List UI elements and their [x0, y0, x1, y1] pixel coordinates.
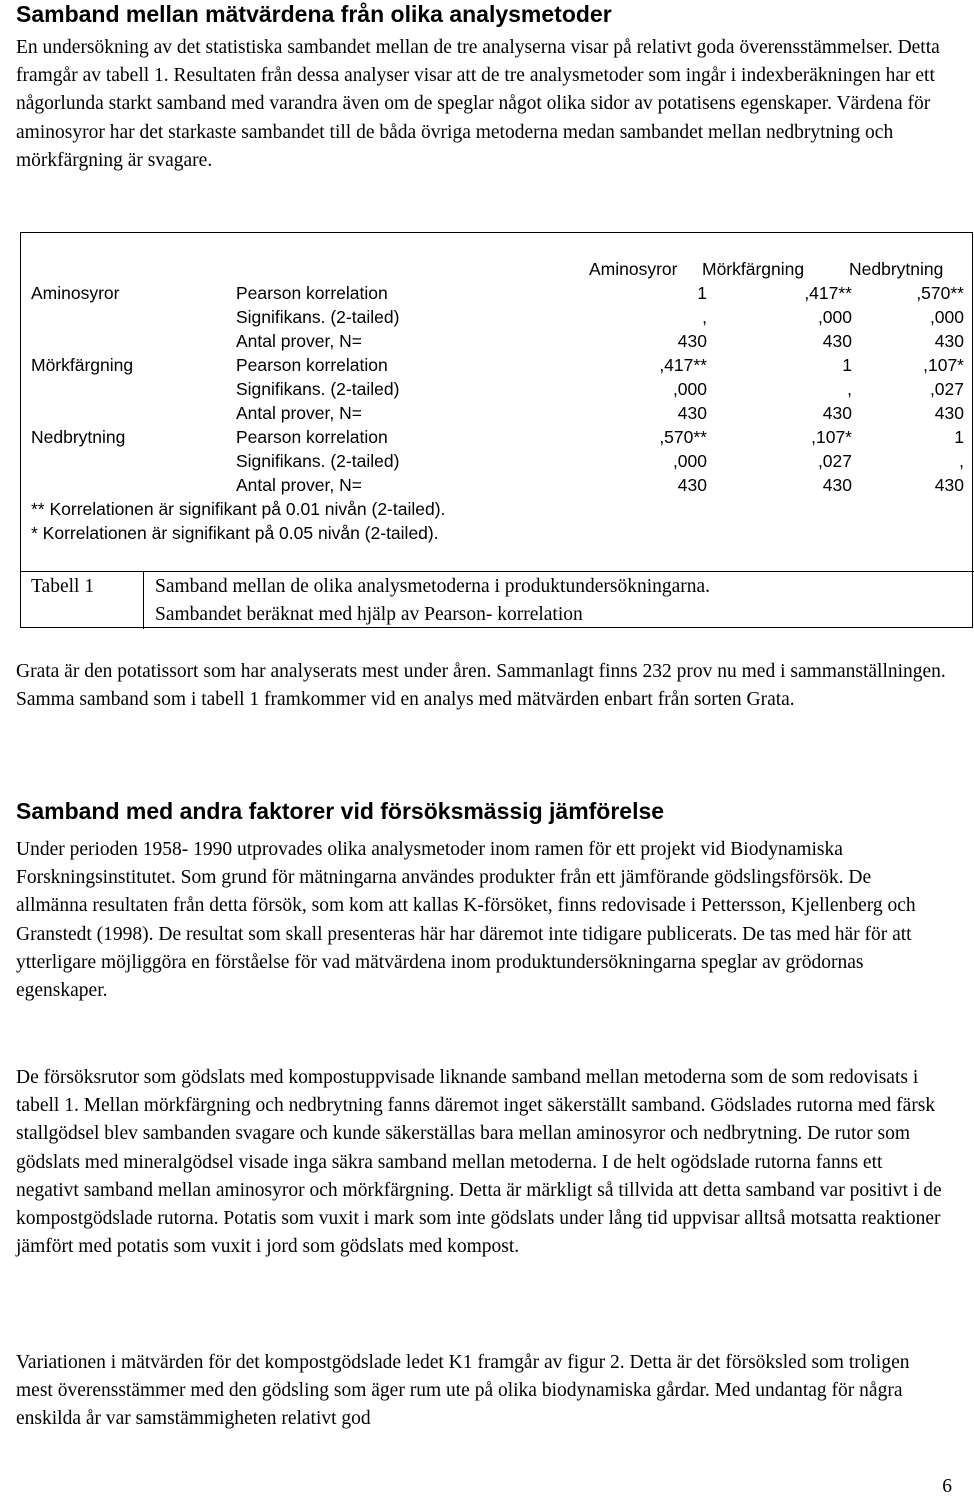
cell-nedbrytning: 430 [934, 475, 964, 495]
table-row [21, 329, 974, 353]
row-statistic: Signifikans. (2-tailed) [236, 379, 400, 399]
table-caption [155, 573, 955, 629]
row-statistic: Signifikans. (2-tailed) [236, 451, 400, 471]
table-row [21, 449, 974, 473]
table-header-row [21, 257, 974, 281]
intro-paragraph: En undersökning av det statistiska sambandet mellan de tre analyserna visar på relativt goda överensstämmelser. Detta framgår av tabell 1. Resultaten från dessa analyser visar att de tre analysmetoder som ingår i indexberäkningen har ett någorlunda starkt samband med varandra även om de speglar något olika sidor av potatisens egenskaper. Värdena för aminosyror har det starkaste sambandet till de båda övriga metoderna medan sambandet mellan nedbrytning och mörkfärgning är svagare. [16, 37, 940, 171]
cell-morkfargning: , [847, 379, 852, 399]
footnote-text: * Korrelationen är signifikant på 0.05 nivån (2-tailed). [31, 523, 439, 543]
cell-nedbrytning: ,027 [929, 379, 964, 399]
table-row [21, 281, 974, 305]
table-row [21, 305, 974, 329]
col-header-morkfargning: Mörkfärgning [702, 259, 805, 279]
row-statistic: Pearson korrelation [236, 283, 388, 303]
cell-morkfargning: ,417** [804, 283, 852, 303]
cell-nedbrytning: , [959, 451, 964, 471]
variation-paragraph: Variationen i mätvärden för det kompostgödslade ledet K1 framgår av figur 2. Detta är det försöksled som troligen mest överensstämmer med den gödsling som äger rum ute på olika biodynamiska gårdar. Med undantag för några enskilda år var samstämmigheten relativt god [16, 1352, 910, 1430]
cell-aminosyror: 430 [677, 475, 707, 495]
cell-morkfargning: ,107* [811, 427, 852, 447]
cell-morkfargning: 430 [822, 331, 852, 351]
cell-nedbrytning: ,000 [929, 307, 964, 327]
cell-morkfargning: 430 [822, 403, 852, 423]
cell-aminosyror: ,417** [659, 355, 707, 375]
table-row [21, 473, 974, 497]
table-1 [20, 232, 973, 628]
cell-aminosyror: 1 [697, 283, 707, 303]
cell-aminosyror: ,570** [659, 427, 707, 447]
cell-aminosyror: , [702, 307, 707, 327]
table-row [21, 425, 974, 449]
row-variable: Aminosyror [31, 283, 120, 303]
fertilization-paragraph: De försöksrutor som gödslats med kompostuppvisade liknande samband mellan metoderna som de som redovisats i tabell 1. Mellan mörkfärgning och nedbrytning fanns däremot inget säkerställt samband. Gödslades rutorna med färsk stallgödsel blev sambanden svagare och kunde säkerställas bara mellan aminosyror och nedbrytning. De rutor som gödslats med mineralgödsel visade inga säkra samband mellan metoderna. I de helt ogödslade rutorna fanns ett negativt samband mellan aminosyror och mörkfärgning. Detta är märkligt så tillvida att detta samband var positivt i de kompostgödslade rutorna. Potatis som vuxit i mark som inte gödslats under lång tid uppvisar alltså motsatta reaktioner jämfört med potatis som vuxit i jord som gödslats med kompost. [16, 1067, 942, 1258]
k-forsoket-paragraph: Under perioden 1958- 1990 utprovades olika analysmetoder inom ramen för ett projekt vid Biodynamiska Forskningsinstitutet. Som grund för mätningarna användes produkter från ett jämförande gödslingsförsök. De allmänna resultaten från detta försök, som kom att kallas K-försöket, finns redovisade i Pettersson, Kjellenberg och Granstedt (1998). De resultat som skall presenteras här har däremot inte tidigare publicerats. De tas med här för att ytterligare möjliggöra en förståelse för vad mätvärdena inom produktundersökningarna speglar av grödornas egenskaper. [16, 839, 916, 1002]
footnote-text: ** Korrelationen är signifikant på 0.01 nivån (2-tailed). [31, 499, 446, 519]
table-row [21, 353, 974, 377]
table-row [21, 401, 974, 425]
section-heading-2: Samband med andra faktorer vid försöksmässig jämförelse [16, 798, 665, 824]
cell-nedbrytning: 1 [954, 427, 964, 447]
cell-nedbrytning: 430 [934, 331, 964, 351]
table-caption-label: Tabell 1 [31, 576, 95, 597]
row-statistic: Signifikans. (2-tailed) [236, 307, 400, 327]
cell-aminosyror: 430 [677, 331, 707, 351]
caption-line-2: Sambandet beräknat med hjälp av Pearson- korrelation [155, 604, 583, 626]
cell-morkfargning: 1 [842, 355, 852, 375]
row-statistic: Antal prover, N= [236, 403, 362, 423]
caption-divider [21, 571, 974, 572]
cell-morkfargning: ,000 [817, 307, 852, 327]
cell-morkfargning: ,027 [817, 451, 852, 471]
row-statistic: Pearson korrelation [236, 427, 388, 447]
col-header-nedbrytning: Nedbrytning [849, 259, 944, 279]
row-variable: Nedbrytning [31, 427, 126, 447]
grata-paragraph: Grata är den potatissort som har analyserats mest under åren. Sammanlagt finns 232 prov nu med i sammanställningen. Samma samband som i tabell 1 framkommer vid en analys med mätvärden enbart från sorten Grata. [16, 661, 946, 711]
row-variable: Mörkfärgning [31, 355, 134, 375]
table-footnote [21, 497, 974, 521]
row-statistic: Antal prover, N= [236, 475, 362, 495]
cell-nedbrytning: 430 [934, 403, 964, 423]
cell-nedbrytning: ,107* [923, 355, 964, 375]
cell-aminosyror: 430 [677, 403, 707, 423]
col-header-aminosyror: Aminosyror [589, 259, 678, 279]
page-number: 6 [942, 1476, 952, 1497]
row-statistic: Antal prover, N= [236, 331, 362, 351]
caption-line-1: Samband mellan de olika analysmetoderna i produktundersökningarna. [155, 576, 711, 597]
cell-aminosyror: ,000 [672, 451, 707, 471]
cell-nedbrytning: ,570** [916, 283, 964, 303]
table-row [21, 377, 974, 401]
cell-morkfargning: 430 [822, 475, 852, 495]
cell-aminosyror: ,000 [672, 379, 707, 399]
row-statistic: Pearson korrelation [236, 355, 388, 375]
table-footnote [21, 521, 974, 545]
section-heading-1: Samband mellan mätvärdena från olika analysmetoder [16, 1, 612, 27]
caption-column-divider [143, 571, 144, 629]
